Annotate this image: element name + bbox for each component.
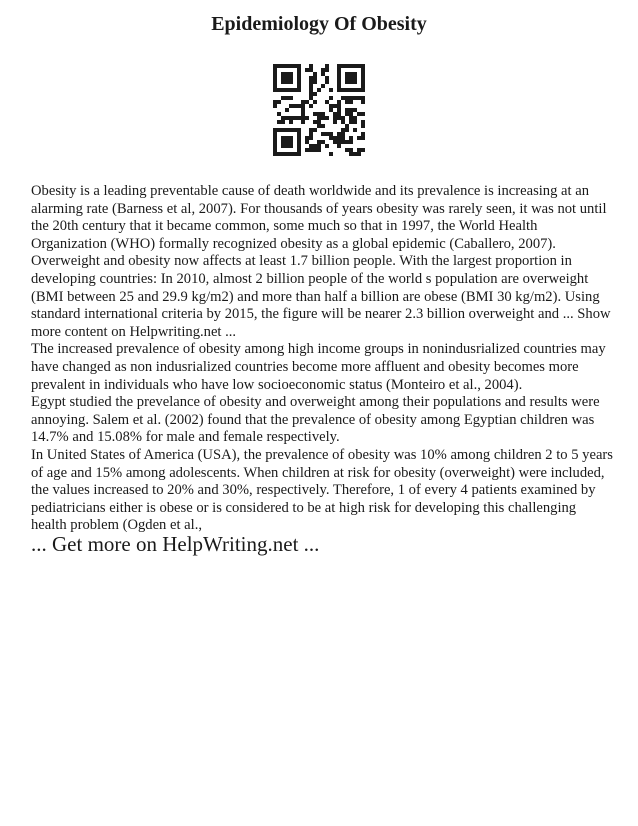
qr-code-icon [273,64,365,156]
page-title: Epidemiology Of Obesity [211,13,427,35]
paragraph: Egypt studied the prevelance of obesity and overweight among their populations and results were annoying. Salem et al. (2002) found that the prevalence of obesity among Egyptian children was 14.7% and 15.08% for male and female respectively. [31,394,600,446]
paragraph: In United States of America (USA), the prevalence of obesity was 10% among children 2 to 5 years of age and 15% among adolescents. When children at risk for obesity (overweight) were included, the values increased to 20% and 30%, respectively. Therefore, 1 of every 4 patients examined by pediatricians either is obese or is considered to be at high risk for developing this challenging health problem (Ogden et al., [31,446,613,534]
paragraph: Overweight and obesity now affects at least 1.7 billion people. With the largest proportion in developing countries: In 2010, almost 2 billion people of the world s population are overweight (BMI between 25 and 29.9 kg/m2) and more than half a billion are obese (BMI 30 kg/m2). Using standard international criteria by 2015, the figure will be nearer 2.3 billion overweight and ... Show more content on Helpwriting.net ... [31,253,611,340]
paragraph: The increased prevalence of obesity among high income groups in nonindusrialized countries may have changed as non indusrialized countries become more affluent and obesity becomes more prevalent in individuals who have low socioeconomic status (Monteiro et al., 2004). [31,341,606,393]
get-more-link[interactable]: ... Get more on HelpWriting.net ... [31,532,320,556]
paragraph: Obesity is a leading preventable cause of death worldwide and its prevalence is increasing at an alarming rate (Barness et al, 2007). For thousands of years obesity was rarely seen, it was not until the 20th century that it became common, some much so that in 1997, the World Health Organization (WHO) formally recognized obesity as a global epidemic (Caballero, 2007). [31,183,607,252]
article-body [31,183,613,535]
